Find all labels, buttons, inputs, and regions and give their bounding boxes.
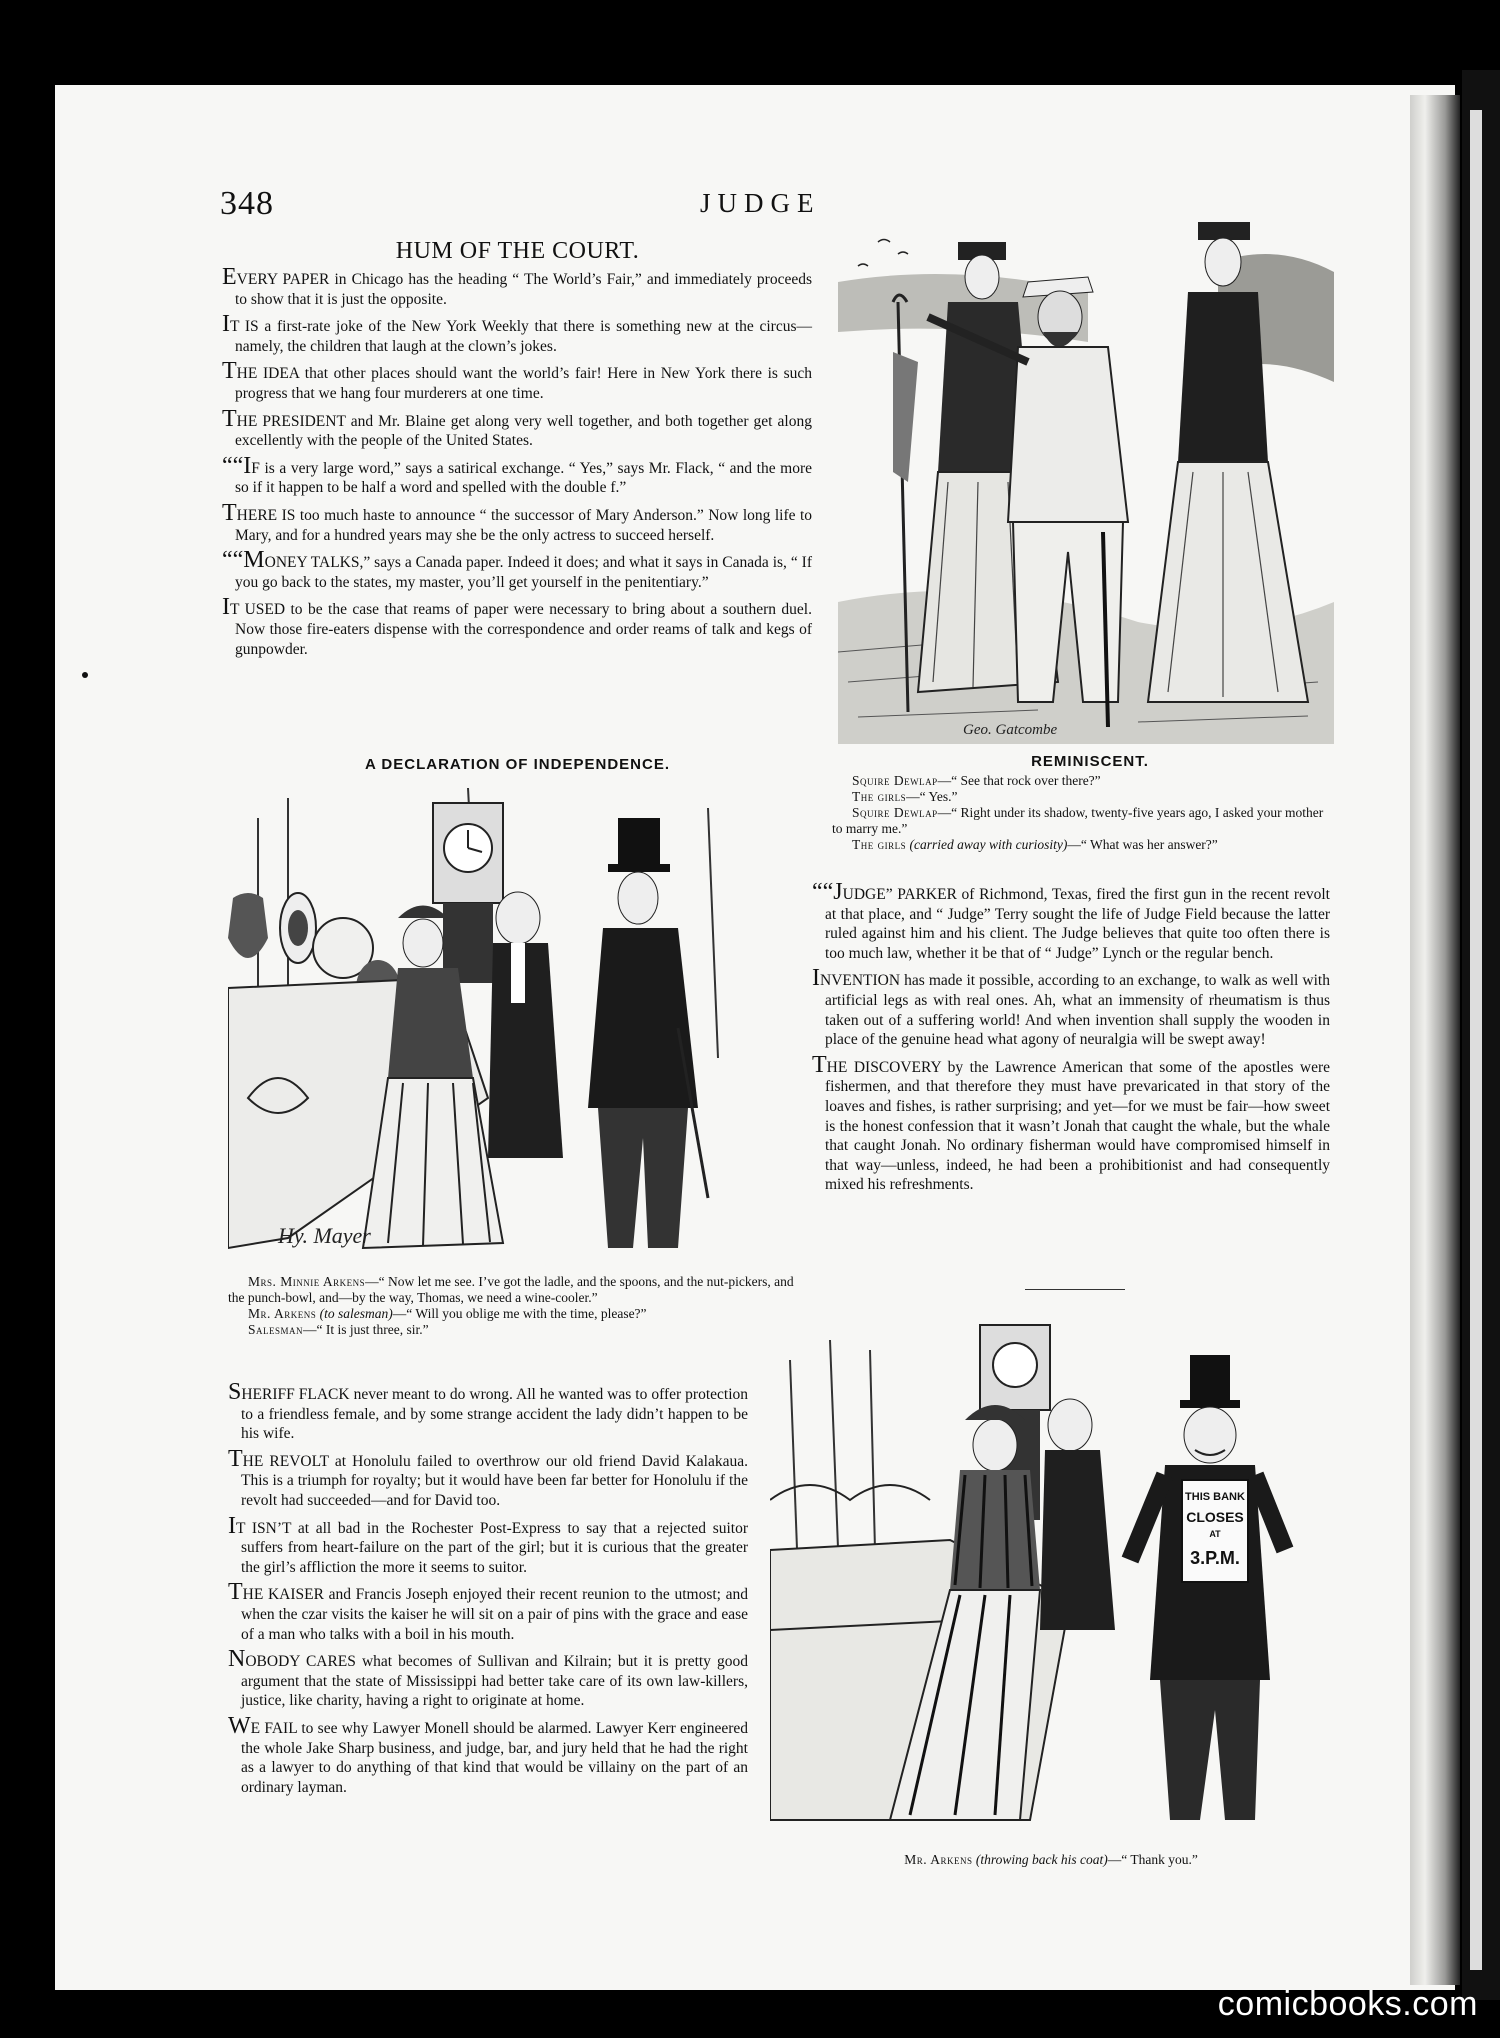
drop-initial: ““I [222,452,252,479]
mayer-signature: Hy. Mayer [278,1223,371,1248]
drop-initial: S [228,1379,242,1405]
paragraph [812,1051,1331,1195]
stage-direction: (to salesman) [316,1306,393,1321]
declaration-caption [228,1274,808,1338]
lead-words: NVENTION [820,972,901,990]
paragraph [222,499,813,545]
reminiscent-illustration [838,222,1334,744]
drop-initial: W [228,1712,251,1739]
stage-direction: (throwing back his coat) [972,1852,1108,1867]
watermark: comicbooks.com [1217,1985,1478,2023]
paragraph [812,965,1330,1049]
bank-sign-line-1: THIS BANK [1185,1491,1245,1503]
paragraph-text: of Richmond, Texas, fired the first gun in the recent revolt at that place, and “ Judge” Terry sought the life of Judge Field because the latter ruled against him and his client. The Judge believes that quite too often there is too much law, whether it be that of “ Judge” Lynch or the regular bench. [825,886,1330,962]
paragraph-text: that other places should want the world’s fair! Here in New York there is such progress that we hang four murderers at one time. [235,365,812,402]
speaker-name: Mr. Arkens [904,1852,973,1867]
dialogue: —“ It is just three, sir.” [303,1322,429,1337]
paragraph-text: at Honolulu failed to overthrow our old friend David Kalakaua. This is a triumph for royalty; but it would have been far better for Honolulu if the revolt had succeeded—and for David too. [241,1452,748,1509]
speaker-name: Mrs. Minnie Arkens [248,1274,366,1289]
dialogue: —“ Right under its shadow, twenty-five years ago, I asked your mother to marry me.” [832,805,1324,836]
lead-words: T ISN’T [236,1519,292,1537]
paragraph [228,1712,749,1797]
lead-words: E FAIL [250,1719,298,1737]
caption-line [832,837,1332,853]
caption-line [228,1322,808,1338]
paragraph-text: never meant to do wrong. All he wanted was to offer protection to a friendless female, and by some strange accident the lady didn’t happen to be his wife. [241,1386,748,1443]
lead-words: VERY PAPER [236,271,330,288]
lead-words: HERIFF FLACK [241,1386,350,1403]
left-lower-column [228,1379,749,1805]
drop-initial: E [222,264,237,290]
lead-words: T IS [230,318,259,336]
paragraph-text: to see why Lawyer Monell should be alarmed. Lawyer Kerr engineered the whole Jake Sharp business, and judge, bar, and jury held that he had the right as a lawyer to do anything of that kind that would be villainy on the part of an ordinary layman. [241,1719,749,1796]
bank-cartoon-illustration [770,1300,1332,1845]
lead-words: T USED [230,601,286,619]
drop-initial: ““M [222,547,265,574]
speaker-name: Squire Dewlap [852,773,938,788]
paragraph-text: says a Canada paper. Indeed it does; and what it says in Canada is, “ If you go back to the states, my master, you’ll get yourself in the penitentiary.” [235,554,812,591]
paragraph-text: is a very large word,” says a satirical exchange. “ Yes,” says Mr. Flack, “ and the more so if it happen to be half a word and spelled with the double f.” [235,459,812,497]
drop-initial: T [222,405,237,432]
caption-line [228,1306,808,1322]
declaration-illustration [228,778,810,1268]
right-column [812,879,1331,1203]
lead-words: HE PRESIDENT [236,412,346,430]
hum-title: HUM OF THE COURT. [395,238,640,264]
paragraph-text: too much haste to announce “ the successor of Mary Anderson.” Now long life to Mary, and for a hundred years may she be the only actress to succeed herself. [235,506,813,544]
running-head: JUDGE [700,188,821,218]
caption-line [228,1274,808,1306]
lead-words: OBODY CARES [245,1653,356,1671]
stage-direction: (carried away with curiosity) [906,837,1068,852]
drop-initial: T [222,358,237,385]
paragraph-text: a first-rate joke of the New York Weekly that there is something new at the circus—namely, the children that laugh at the clown’s jokes. [235,318,812,355]
drop-initial: T [812,1051,827,1078]
divider-rule [1025,1289,1125,1290]
hum-column [222,264,813,667]
dialogue: —“ See that rock over there?” [937,773,1101,788]
dialogue: —“ Yes.” [906,789,958,804]
paragraph [222,594,812,659]
lead-words: HERE IS [236,506,296,524]
paragraph-text: has made it possible, according to an exchange, to walk as well with artificial legs as with real ones. Ah, what an immensity of rheumatism is thus taken out of a suffering world! And when invention shall supply the wooden in place of the genuine head what agony of neuralgia will be swept away! [825,972,1330,1049]
speaker-name: Squire Dewlap [852,805,938,820]
bank-cartoon-caption [770,1852,1332,1868]
caption-line [832,773,1332,789]
lead-words: UDGE” PARKER [842,886,957,903]
paragraph [222,547,812,592]
paragraph-text: to be the case that reams of paper were necessary to bring about a southern duel. Now those fire-eaters dispense with the correspondence and order reams of talk and kegs of gunpowder. [235,601,812,658]
paragraph [222,264,812,309]
paragraph [222,358,812,403]
drop-initial: N [228,1646,246,1673]
paragraph-text: and Mr. Blaine get along very well together, and both together get along excellently with the people of the United States. [235,412,812,450]
drop-initial: I [222,594,230,621]
paragraph [812,879,1330,963]
dialogue: —“ What was her answer?” [1067,837,1218,852]
caption-line [770,1852,1332,1868]
page-edge [1410,95,1460,1985]
lead-words: HE DISCOVERY [826,1058,942,1076]
drop-initial: T [228,1579,243,1606]
paragraph-text: what becomes of Sullivan and Kilrain; but it is pretty good argument that the state of Mississippi had better take care of its own law-killers, justice, like charity, having a right to originate at home. [241,1653,748,1710]
paragraph-text: and Francis Joseph enjoyed their recent reunion to the utmost; and when the czar visits the kaiser he will sit on a pair of pins with the grace and ease of a man who talks with a boil in his mouth. [241,1586,749,1643]
drop-initial: T [228,1445,243,1472]
speaker-name: Mr. Arkens [248,1306,317,1321]
reminiscent-caption [832,773,1332,853]
paragraph [222,311,812,356]
reminiscent-title: REMINISCENT. [1031,753,1149,770]
bank-sign-line-3: AT [1209,1529,1221,1539]
paragraph [228,1512,748,1578]
lead-words: HE KAISER [242,1586,324,1604]
declaration-title: A DECLARATION OF INDEPENDENCE. [364,756,670,773]
paragraph [228,1646,748,1711]
lead-words: ONEY TALKS,” [264,554,371,572]
dialogue: —“ Thank you.” [1107,1852,1198,1867]
lead-words: F [251,459,260,477]
drop-initial: I [812,965,820,992]
lead-words: HE IDEA [236,365,300,383]
paragraph [228,1579,749,1644]
next-page-sliver [1470,110,1482,1970]
drop-initial: I [222,311,230,338]
paragraph-text: by the Lawrence American that some of the apostles were fishermen, and that therefore they must have prevaricated in that story of the loaves and fishes, is rather surprising; and yet—for we must be fair—how sweet is the honest confession that it wasn’t Jonah that caught the whale, but the whale that caught Jonah. No ordinary fisherman would have compromised himself in that way—unless, indeed, he had been a prohibitionist and had consequently mixed his refreshments. [825,1058,1331,1194]
lead-words: HE REVOLT [242,1452,329,1470]
paragraph [228,1379,748,1444]
caption-line [832,789,1332,805]
speaker-name: The girls [852,837,907,852]
margin-mark [82,672,88,678]
dialogue: —“ Will you oblige me with the time, please?” [392,1306,647,1321]
speaker-name: Salesman [248,1322,304,1337]
page-number: 348 [220,185,274,222]
dialogue: —“ Now let me see. I’ve got the ladle, and the spoons, and the nut-pickers, and the punch-bowl, and—by the way, Thomas, we need a wine-cooler.” [228,1274,794,1305]
drop-initial: T [222,499,237,526]
paragraph [222,405,812,451]
bank-sign-line-2: CLOSES [1186,1509,1244,1525]
paragraph [228,1445,748,1511]
gatcombe-signature: Geo. Gatcombe [963,722,1058,738]
drop-initial: I [228,1512,236,1539]
bank-sign-line-4: 3.P.M. [1190,1548,1240,1568]
paragraph-text: at all bad in the Rochester Post-Express to say that a rejected suitor suffers from heart-failure on the part of the girl; but it is curious that the greater the girl’s affliction the more it seems to suitor. [241,1519,748,1576]
drop-initial: ““J [812,879,843,905]
paragraph [222,452,812,498]
caption-line [832,805,1332,837]
paragraph-text: in Chicago has the heading “ The World’s Fair,” and immediately proceeds to show that it is just the opposite. [235,271,812,308]
speaker-name: The girls [852,789,907,804]
